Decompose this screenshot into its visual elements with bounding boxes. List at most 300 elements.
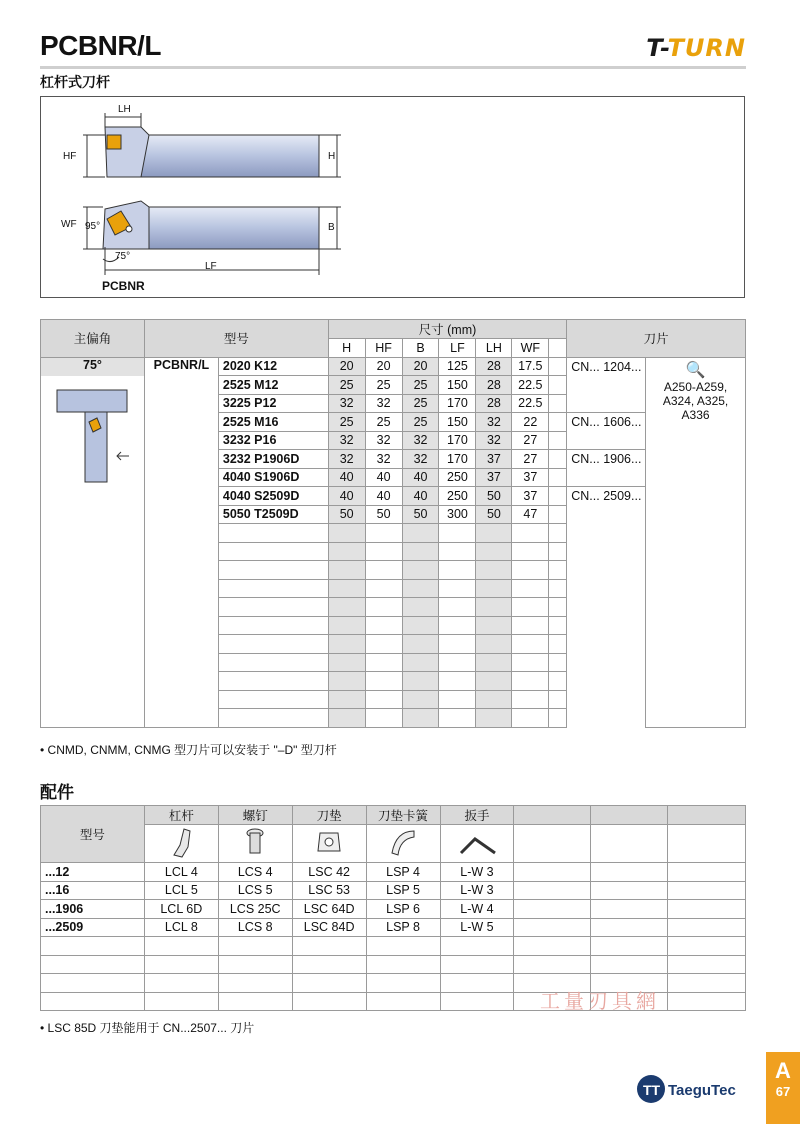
model-code <box>218 598 328 617</box>
series-cell: PCBNR/L <box>144 357 218 727</box>
accessory-value: LCS 8 <box>218 918 292 937</box>
page-ref-line-3[interactable]: A336 <box>681 407 710 422</box>
acc-header-shim: 刀垫 <box>292 806 366 825</box>
accessory-value: LCL 5 <box>144 881 218 900</box>
accessory-value <box>668 900 746 919</box>
accessory-model <box>41 974 145 993</box>
model-code <box>218 561 328 580</box>
dim-hf: 40 <box>365 487 402 506</box>
header-dimensions: 尺寸 (mm) <box>328 320 567 339</box>
model-code <box>218 653 328 672</box>
dim-b: 32 <box>402 431 439 450</box>
dim-wf: 22 <box>512 413 549 432</box>
dim-header-wf: WF <box>512 339 549 358</box>
accessory-value: LCL 8 <box>144 918 218 937</box>
dim-spacer <box>549 524 567 543</box>
dim-spacer <box>549 542 567 561</box>
dim-lf <box>439 672 476 691</box>
dim-lf <box>439 542 476 561</box>
dim-hf <box>365 524 402 543</box>
insert-type <box>567 579 646 598</box>
dim-lh: 28 <box>476 394 512 413</box>
dim-wf <box>512 616 549 635</box>
accessory-value <box>440 937 514 956</box>
dim-wf: 47 <box>512 505 549 524</box>
dim-lf: 150 <box>439 413 476 432</box>
dim-b <box>402 653 439 672</box>
dim-hf <box>365 635 402 654</box>
insert-type <box>567 524 646 543</box>
dim-lf: 250 <box>439 468 476 487</box>
accessory-value <box>591 955 668 974</box>
dim-hf <box>365 690 402 709</box>
dim-wf: 37 <box>512 487 549 506</box>
dim-header-lf: LF <box>439 339 476 358</box>
dim-header-spacer <box>549 339 567 358</box>
brand-suffix: TURN <box>667 34 746 62</box>
insert-type <box>567 635 646 654</box>
accessory-value <box>366 992 440 1011</box>
dim-b <box>402 542 439 561</box>
dim-wf <box>512 690 549 709</box>
dim-hf <box>365 653 402 672</box>
dim-header-hf: HF <box>365 339 402 358</box>
model-code <box>218 542 328 561</box>
dim-h <box>328 542 365 561</box>
header-model: 型号 <box>144 320 328 358</box>
insert-type <box>567 598 646 617</box>
accessory-value: L-W 3 <box>440 881 514 900</box>
model-code <box>218 524 328 543</box>
dim-b <box>402 635 439 654</box>
acc-header-empty-2 <box>591 806 668 825</box>
dim-h: 40 <box>328 487 365 506</box>
accessory-value: LSC 42 <box>292 863 366 882</box>
accessory-value <box>514 955 591 974</box>
dim-hf: 20 <box>365 357 402 376</box>
magnifier-icon: 🔍 <box>685 361 706 379</box>
accessory-value: LCL 6D <box>144 900 218 919</box>
dim-header-b: B <box>402 339 439 358</box>
dim-wf: 37 <box>512 468 549 487</box>
dim-lf <box>439 690 476 709</box>
accessory-model: ...16 <box>41 881 145 900</box>
insert-type <box>567 376 646 395</box>
insert-type <box>567 431 646 450</box>
dim-h <box>328 709 365 728</box>
page-ref-line-2[interactable]: A324, A325, <box>662 393 729 408</box>
insert-type <box>567 672 646 691</box>
accessory-value <box>366 974 440 993</box>
accessory-value <box>218 937 292 956</box>
accessory-model <box>41 992 145 1011</box>
accessory-row <box>41 937 746 956</box>
dim-hf: 32 <box>365 431 402 450</box>
accessory-row <box>41 955 746 974</box>
page-subtitle: 杠杆式刀杆 <box>40 74 110 90</box>
accessory-value <box>366 937 440 956</box>
angle-cell <box>41 357 145 727</box>
dim-b <box>402 709 439 728</box>
accessory-value <box>440 974 514 993</box>
dim-lf <box>439 653 476 672</box>
dim-lh: 28 <box>476 376 512 395</box>
model-code <box>218 672 328 691</box>
accessory-value <box>292 955 366 974</box>
dim-lh <box>476 542 512 561</box>
accessory-value <box>514 881 591 900</box>
dim-h: 25 <box>328 376 365 395</box>
dim-header-h: H <box>328 339 365 358</box>
accessory-value <box>292 937 366 956</box>
dim-lf <box>439 598 476 617</box>
dim-lf: 170 <box>439 450 476 469</box>
dim-lf <box>439 579 476 598</box>
model-code: 3232 P1906D <box>218 450 328 469</box>
accessory-value: LCL 4 <box>144 863 218 882</box>
dim-h <box>328 598 365 617</box>
insert-type <box>567 542 646 561</box>
accessory-value <box>514 863 591 882</box>
accessory-value: L-W 3 <box>440 863 514 882</box>
insert-type: CN... 1606... <box>567 413 646 432</box>
dim-wf <box>512 653 549 672</box>
model-code: 5050 T2509D <box>218 505 328 524</box>
dim-spacer <box>549 653 567 672</box>
dim-spacer <box>549 690 567 709</box>
angle-75-label: 75° <box>115 251 131 262</box>
accessory-value: LSP 6 <box>366 900 440 919</box>
insert-type <box>567 468 646 487</box>
accessory-value <box>668 881 746 900</box>
dim-h: 40 <box>328 468 365 487</box>
dim-lh <box>476 524 512 543</box>
lf-label: LF <box>205 261 217 272</box>
dim-spacer <box>549 450 567 469</box>
dim-h <box>328 635 365 654</box>
brand-logo <box>646 34 746 62</box>
accessory-value: LSP 8 <box>366 918 440 937</box>
dim-hf <box>365 672 402 691</box>
accessory-value <box>514 900 591 919</box>
accessory-model: ...2509 <box>41 918 145 937</box>
accessory-value <box>144 937 218 956</box>
acc-header-empty-3 <box>668 806 746 825</box>
dim-wf <box>512 542 549 561</box>
header-angle: 主偏角 <box>41 320 145 358</box>
model-code <box>218 690 328 709</box>
holder-drawing <box>41 97 746 299</box>
dim-spacer <box>549 394 567 413</box>
accessory-value <box>292 992 366 1011</box>
lever-icon <box>144 825 218 863</box>
dim-b <box>402 579 439 598</box>
dim-hf <box>365 561 402 580</box>
dim-spacer <box>549 505 567 524</box>
dim-lh <box>476 579 512 598</box>
accessory-value <box>144 955 218 974</box>
dim-wf <box>512 635 549 654</box>
dim-lh <box>476 709 512 728</box>
accessory-value: LSP 4 <box>366 863 440 882</box>
page-ref-line-1[interactable]: A250-A259, <box>663 379 728 394</box>
dim-lh: 50 <box>476 487 512 506</box>
dim-h <box>328 653 365 672</box>
acc-header-lever: 杠杆 <box>144 806 218 825</box>
page-number: 67 <box>775 1084 791 1099</box>
dim-b <box>402 616 439 635</box>
dim-spacer <box>549 376 567 395</box>
accessory-value <box>668 974 746 993</box>
shim-icon <box>292 825 366 863</box>
accessory-row <box>41 863 746 882</box>
dim-h <box>328 616 365 635</box>
dim-h: 32 <box>328 450 365 469</box>
title-divider <box>40 66 746 69</box>
dim-spacer <box>549 468 567 487</box>
accessory-value <box>591 863 668 882</box>
dim-spacer <box>549 635 567 654</box>
page-title: PCBNR/L <box>40 30 161 61</box>
insert-type <box>567 394 646 413</box>
dim-h: 50 <box>328 505 365 524</box>
dim-lf <box>439 561 476 580</box>
dim-lh <box>476 561 512 580</box>
dim-b: 40 <box>402 468 439 487</box>
accessory-value <box>668 955 746 974</box>
dim-spacer <box>549 561 567 580</box>
dim-hf <box>365 616 402 635</box>
dim-lf <box>439 524 476 543</box>
brand-prefix: T- <box>646 34 668 62</box>
dim-spacer <box>549 357 567 376</box>
dim-lf <box>439 709 476 728</box>
lh-label: LH <box>118 104 131 115</box>
accessory-row <box>41 881 746 900</box>
accessory-value <box>668 863 746 882</box>
diagram-caption: PCBNR <box>102 279 145 293</box>
dim-wf: 27 <box>512 431 549 450</box>
holder-thumbnail-icon <box>47 384 137 494</box>
accessory-value <box>514 937 591 956</box>
dim-lh: 50 <box>476 505 512 524</box>
dim-lh <box>476 690 512 709</box>
dim-lh: 37 <box>476 450 512 469</box>
dim-b <box>402 561 439 580</box>
dim-hf <box>365 579 402 598</box>
acc-icon-empty-1 <box>514 825 591 863</box>
spec-table <box>40 319 746 728</box>
accessory-value: L-W 4 <box>440 900 514 919</box>
watermark: 工量刃具網 <box>540 991 660 1013</box>
page-reference-cell[interactable] <box>646 357 746 727</box>
model-code: 3225 P12 <box>218 394 328 413</box>
dim-lh: 32 <box>476 413 512 432</box>
acc-icon-empty-3 <box>668 825 746 863</box>
dim-h <box>328 579 365 598</box>
accessory-value <box>144 974 218 993</box>
accessory-value: LCS 25C <box>218 900 292 919</box>
section-tab <box>766 1052 800 1124</box>
dim-wf: 17.5 <box>512 357 549 376</box>
accessory-value <box>668 918 746 937</box>
accessory-model: ...1906 <box>41 900 145 919</box>
accessory-value <box>591 937 668 956</box>
dim-spacer <box>549 672 567 691</box>
model-code: 2020 K12 <box>218 357 328 376</box>
mounting-note: • CNMD, CNMM, CNMG 型刀片可以安装于 "–D" 型刀杆 <box>40 743 337 757</box>
accessory-model <box>41 937 145 956</box>
insert-type <box>567 561 646 580</box>
model-code: 2525 M16 <box>218 413 328 432</box>
accessory-value <box>668 937 746 956</box>
model-code: 4040 S2509D <box>218 487 328 506</box>
dim-wf: 27 <box>512 450 549 469</box>
dim-lh <box>476 598 512 617</box>
taegutec-logo-icon <box>636 1074 666 1104</box>
model-code: 4040 S1906D <box>218 468 328 487</box>
accessory-value <box>591 881 668 900</box>
accessory-model <box>41 955 145 974</box>
dim-wf <box>512 709 549 728</box>
dim-hf: 50 <box>365 505 402 524</box>
svg-text:TT: TT <box>643 1082 661 1098</box>
dim-hf <box>365 542 402 561</box>
dim-lh <box>476 672 512 691</box>
acc-header-screw: 螺钉 <box>218 806 292 825</box>
accessory-value <box>366 955 440 974</box>
dim-spacer <box>549 579 567 598</box>
acc-header-wrench: 扳手 <box>440 806 514 825</box>
model-code <box>218 616 328 635</box>
insert-type <box>567 709 646 728</box>
angle-value: 75° <box>41 358 144 376</box>
dim-hf: 25 <box>365 376 402 395</box>
shim-note: • LSC 85D 刀垫能用于 CN...2507... 刀片 <box>40 1021 255 1035</box>
accessory-value: LSP 5 <box>366 881 440 900</box>
dim-b: 32 <box>402 450 439 469</box>
dim-spacer <box>549 431 567 450</box>
insert-type: CN... 1906... <box>567 450 646 469</box>
dim-lf: 150 <box>439 376 476 395</box>
section-title: 配件 <box>40 783 74 802</box>
accessory-row <box>41 900 746 919</box>
accessory-value <box>292 974 366 993</box>
accessory-value <box>591 900 668 919</box>
accessory-value: LCS 4 <box>218 863 292 882</box>
dim-h <box>328 690 365 709</box>
dim-lf: 250 <box>439 487 476 506</box>
dim-hf: 32 <box>365 394 402 413</box>
dim-wf <box>512 598 549 617</box>
dim-lf: 170 <box>439 431 476 450</box>
dim-hf <box>365 598 402 617</box>
dim-h: 32 <box>328 394 365 413</box>
dim-lh <box>476 635 512 654</box>
dim-h: 20 <box>328 357 365 376</box>
dim-hf: 25 <box>365 413 402 432</box>
dim-b: 40 <box>402 487 439 506</box>
dim-b: 50 <box>402 505 439 524</box>
dim-wf <box>512 672 549 691</box>
dim-b: 25 <box>402 394 439 413</box>
dim-b <box>402 690 439 709</box>
accessory-value <box>591 918 668 937</box>
dim-spacer <box>549 709 567 728</box>
dim-h <box>328 561 365 580</box>
accessory-value: L-W 5 <box>440 918 514 937</box>
dim-b: 25 <box>402 413 439 432</box>
model-code <box>218 579 328 598</box>
dim-spacer <box>549 413 567 432</box>
accessory-model: ...12 <box>41 863 145 882</box>
model-code: 3232 P16 <box>218 431 328 450</box>
accessory-value <box>218 955 292 974</box>
dim-spacer <box>549 487 567 506</box>
insert-type: CN... 2509... <box>567 487 646 506</box>
shim-pin-icon <box>366 825 440 863</box>
dim-hf: 32 <box>365 450 402 469</box>
tab-letter: A <box>775 1058 791 1083</box>
dim-wf <box>512 561 549 580</box>
taegutec-logo-text: TaeguTec <box>668 1082 736 1099</box>
accessory-value <box>514 918 591 937</box>
dim-lh <box>476 653 512 672</box>
insert-type <box>567 653 646 672</box>
accessory-value: LSC 84D <box>292 918 366 937</box>
dim-spacer <box>549 616 567 635</box>
dim-lf: 170 <box>439 394 476 413</box>
acc-icon-empty-2 <box>591 825 668 863</box>
hf-label: HF <box>63 151 77 162</box>
header-insert: 刀片 <box>567 320 746 358</box>
accessory-value <box>668 992 746 1011</box>
dim-b <box>402 672 439 691</box>
accessory-value: LCS 5 <box>218 881 292 900</box>
accessory-value <box>440 992 514 1011</box>
insert-type <box>567 690 646 709</box>
dim-b <box>402 524 439 543</box>
dim-header-lh: LH <box>476 339 512 358</box>
accessories-table <box>40 805 746 1011</box>
angle-95-label: 95° <box>85 221 101 232</box>
screw-icon <box>218 825 292 863</box>
dim-wf <box>512 579 549 598</box>
dimension-diagram <box>40 96 745 298</box>
wrench-icon <box>440 825 514 863</box>
insert-type <box>567 505 646 524</box>
wf-label: WF <box>61 219 77 230</box>
dim-lh <box>476 616 512 635</box>
accessory-value <box>144 992 218 1011</box>
accessory-value <box>218 974 292 993</box>
acc-header-empty-1 <box>514 806 591 825</box>
dim-h <box>328 672 365 691</box>
dim-lh: 32 <box>476 431 512 450</box>
dim-hf <box>365 709 402 728</box>
h-label: H <box>328 151 336 162</box>
dim-lf <box>439 635 476 654</box>
b-label: B <box>328 222 335 233</box>
insert-type: CN... 1204... <box>567 357 646 376</box>
acc-header-shim-pin: 刀垫卡簧 <box>366 806 440 825</box>
dim-b: 25 <box>402 376 439 395</box>
dim-lf <box>439 616 476 635</box>
dim-wf: 22.5 <box>512 376 549 395</box>
dim-hf: 40 <box>365 468 402 487</box>
dim-h <box>328 524 365 543</box>
accessory-row <box>41 918 746 937</box>
